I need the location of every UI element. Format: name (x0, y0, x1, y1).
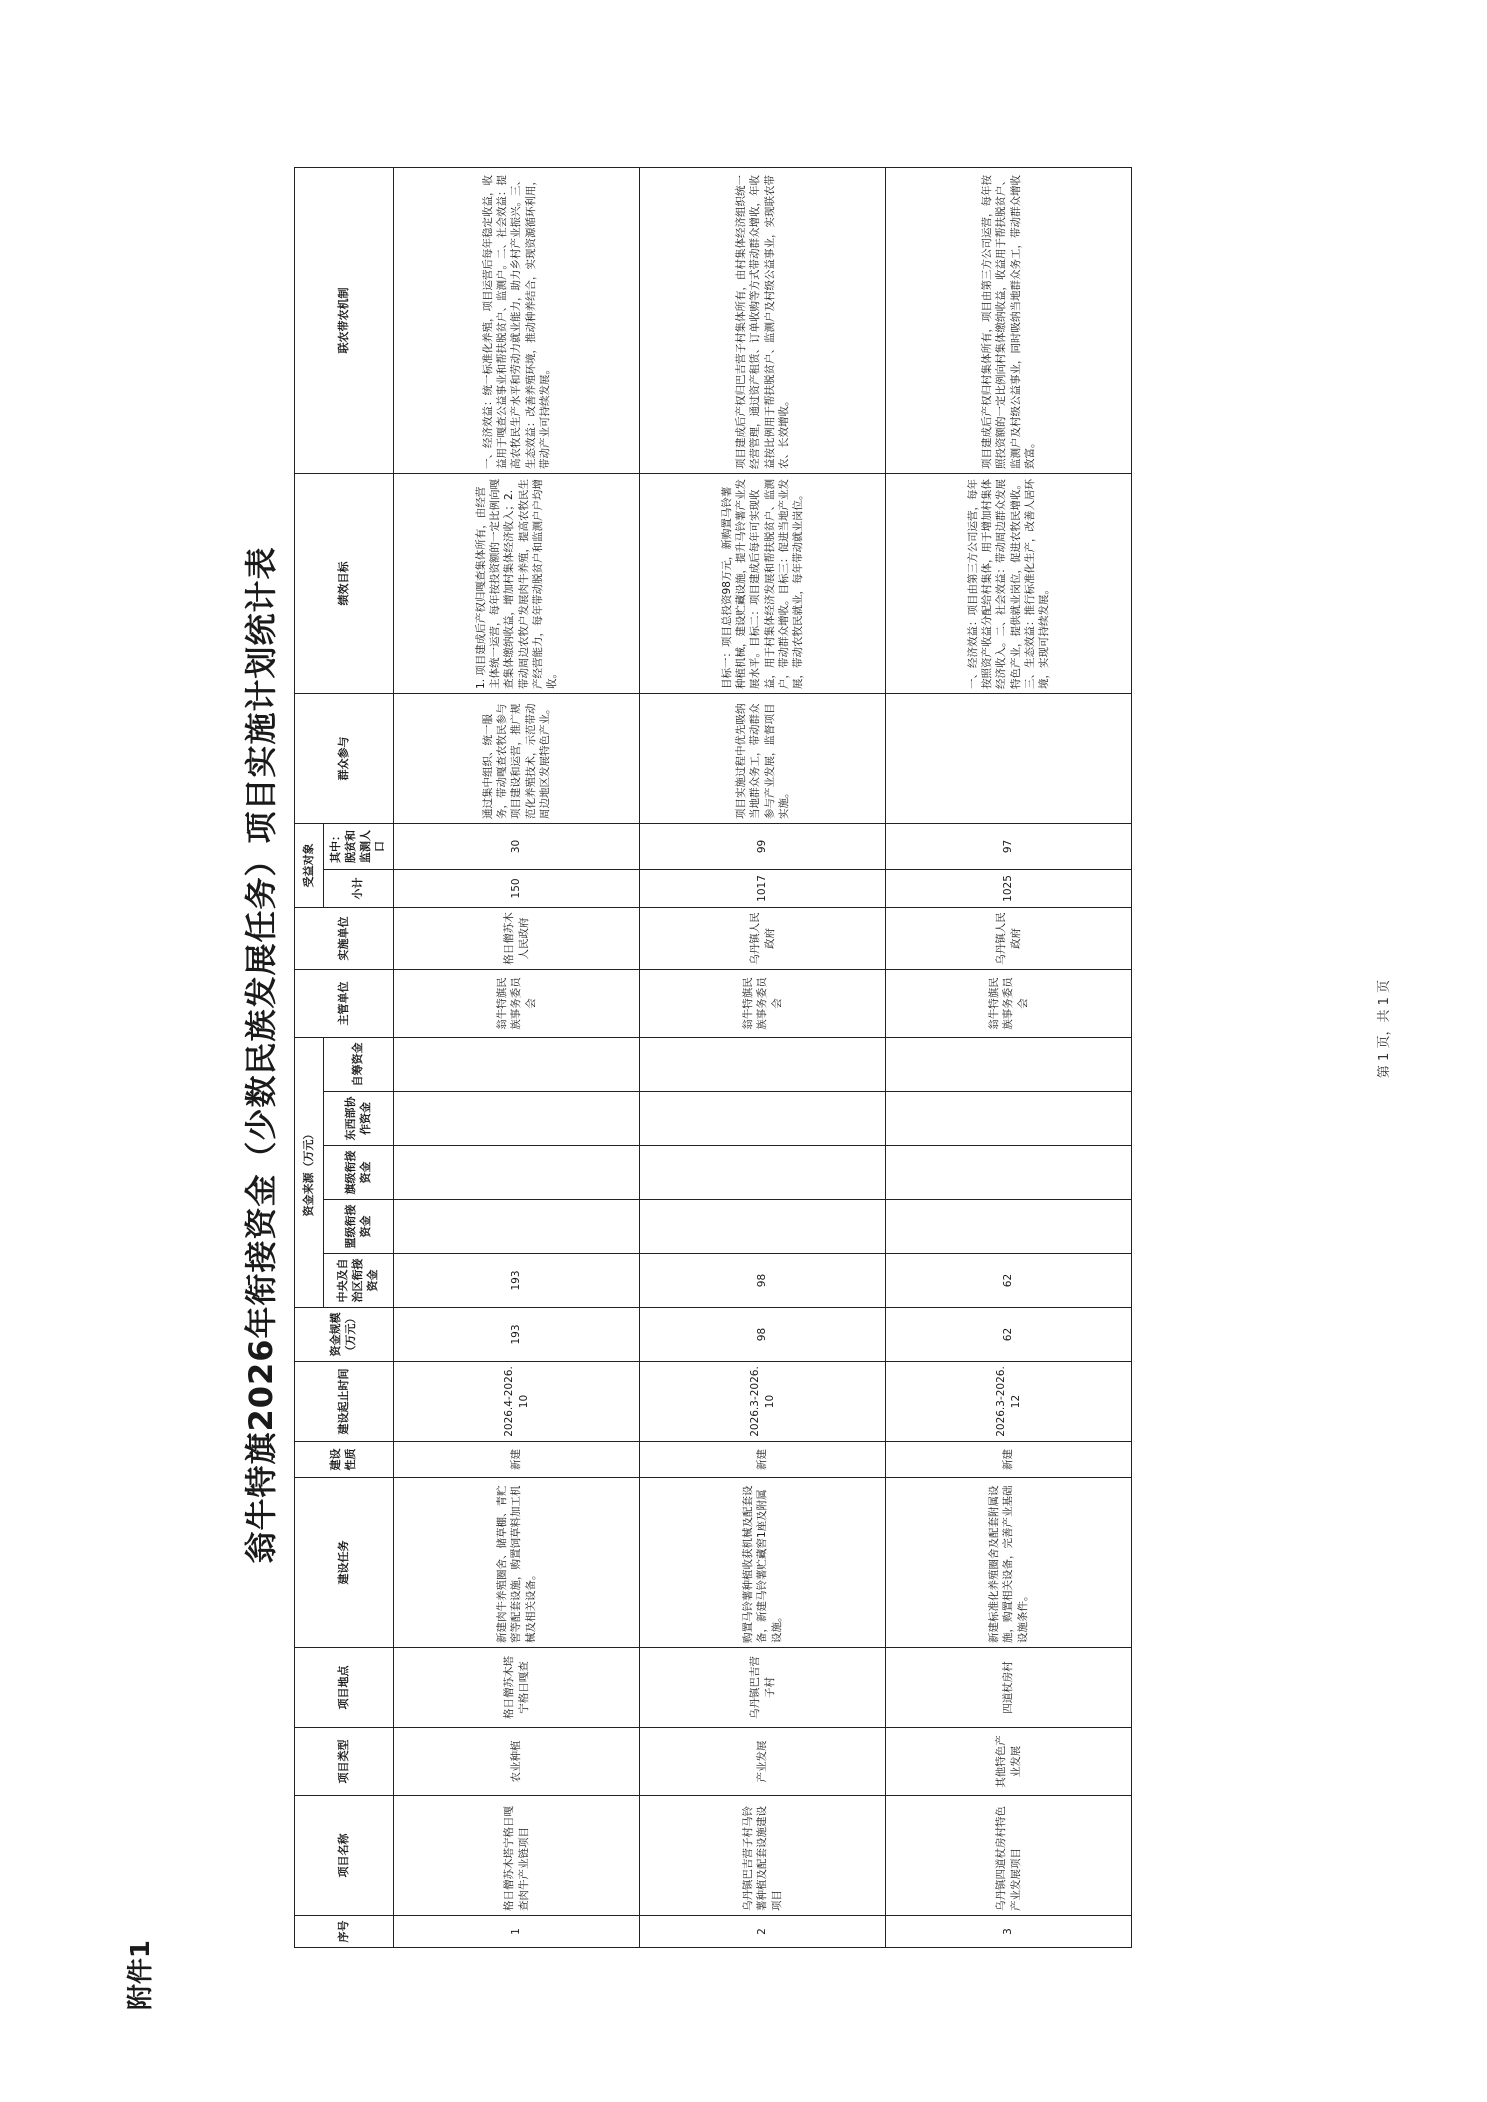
header-fund-central: 中央及自治区衔接资金 (324, 1254, 394, 1308)
cell-implementer: 乌丹镇人民政府 (886, 907, 1132, 969)
cell-participation (886, 693, 1132, 823)
cell-name: 乌丹镇四道杖房村特色产业发展项目 (886, 1796, 1132, 1916)
header-period: 建设起止时间 (295, 1362, 394, 1442)
cell-content: 购置马铃薯种植收获机械及配套设备，新建马铃薯贮藏窖1座及附属设施。 (640, 1478, 886, 1648)
header-name: 项目名称 (295, 1796, 394, 1916)
cell-implementer: 格日僧苏木人民政府 (394, 907, 640, 969)
cell-subtotal: 150 (394, 869, 640, 907)
cell-fund-self (886, 1037, 1132, 1091)
cell-subtotal: 1017 (640, 869, 886, 907)
cell-implementer: 乌丹镇人民政府 (640, 907, 886, 969)
cell-dept: 翁牛特旗民族事务委员会 (886, 969, 1132, 1037)
header-seq: 序号 (295, 1916, 394, 1948)
cell-dept: 翁牛特旗民族事务委员会 (394, 969, 640, 1037)
header-dept: 主管单位 (295, 969, 394, 1037)
cell-content: 新建肉牛养殖圈舍、储草棚、青贮窖等配套设施，购置饲草料加工机械及相关设备。 (394, 1478, 640, 1648)
cell-fund-cooperation (886, 1092, 1132, 1146)
cell-mechanism: 项目建成后产权归巴吉营子村集体所有，由村集体经济组织统一经营管理，通过资产租赁、订单收购等方式带动群众增收，年收益按比例用于帮扶脱贫户、监测户及村级公益事业，实现联农带农、长效增收。 (640, 167, 886, 473)
header-funds-group: 资金来源（万元） (295, 1037, 324, 1307)
cell-fund-banner (886, 1146, 1132, 1200)
cell-scale: 98 (640, 1308, 886, 1362)
cell-dept: 翁牛特旗民族事务委员会 (640, 969, 886, 1037)
attachment-label: 附件1 (126, 1940, 156, 2011)
cell-fund-central: 62 (886, 1254, 1132, 1308)
cell-fund-self (640, 1037, 886, 1091)
header-beneficiaries-group: 受益对象 (295, 823, 324, 907)
header-fund-self: 自筹资金 (324, 1037, 394, 1091)
cell-mechanism: 一、经济效益：统一标准化养殖，项目运营后每年稳定收益，收益用于嘎查公益事业和帮扶脱贫户、监测户。二、社会效益：提高农牧民生产水平和劳动力就业能力，助力乡村产业振兴。三、生态效益：改善养殖环境，推动种养结合，实现资源循环利用，带动产业可持续发展。 (394, 167, 640, 473)
header-mechanism: 联农带农机制 (295, 167, 394, 473)
cell-type: 产业发展 (640, 1728, 886, 1796)
cell-fund-self (394, 1037, 640, 1091)
cell-participation: 项目实施过程中优先吸纳当地群众务工，带动群众参与产业发展，监督项目实施。 (640, 693, 886, 823)
header-location: 项目地点 (295, 1648, 394, 1728)
cell-poverty: 99 (640, 823, 886, 869)
header-implementer: 实施单位 (295, 907, 394, 969)
cell-goal: 1. 项目建成后产权归嘎查集体所有，由经营主体统一运营，每年按投资额的一定比例向嘎查集体缴纳收益，增加村集体经济收入；2. 带动周边农牧户发展肉牛养殖，提高农牧民生产经营能力，每年带动脱贫户和监测户户均增收。 (394, 473, 640, 693)
cell-poverty: 97 (886, 823, 1132, 869)
cell-location: 乌丹镇巴吉营子村 (640, 1648, 886, 1728)
header-poverty: 其中：脱贫和监测人口 (324, 823, 394, 869)
cell-participation: 通过集中组织、统一服务，带动嘎查农牧民参与项目建设和运营，推广规范化养殖技术，示范带动周边地区发展特色产业。 (394, 693, 640, 823)
cell-type: 农业种植 (394, 1728, 640, 1796)
cell-fund-cooperation (640, 1092, 886, 1146)
header-content: 建设任务 (295, 1478, 394, 1648)
cell-fund-league (640, 1200, 886, 1254)
cell-nature: 新建 (640, 1442, 886, 1478)
table-row (640, 167, 886, 1947)
header-subtotal: 小计 (324, 869, 394, 907)
cell-fund-banner (394, 1146, 640, 1200)
page-footer: 第 1 页，共 1 页 (1377, 980, 1392, 1079)
table-row (886, 167, 1132, 1947)
header-row (295, 167, 324, 1947)
table-row (394, 167, 640, 1947)
cell-nature: 新建 (886, 1442, 1132, 1478)
cell-location: 四道杖房村 (886, 1648, 1132, 1728)
header-fund-cooperation: 东西部协作资金 (324, 1092, 394, 1146)
cell-name: 乌丹镇巴吉营子村马铃薯种植及配套设施建设项目 (640, 1796, 886, 1916)
header-fund-league: 盟级衔接资金 (324, 1200, 394, 1254)
cell-subtotal: 1025 (886, 869, 1132, 907)
header-fund-banner: 旗级衔接资金 (324, 1146, 394, 1200)
cell-nature: 新建 (394, 1442, 640, 1478)
cell-fund-central: 193 (394, 1254, 640, 1308)
cell-fund-central: 98 (640, 1254, 886, 1308)
cell-period: 2026.4-2026.10 (394, 1362, 640, 1442)
plan-table-wrapper (294, 168, 1132, 1948)
cell-fund-cooperation (394, 1092, 640, 1146)
cell-period: 2026.3-2026.12 (886, 1362, 1132, 1442)
cell-seq: 1 (394, 1916, 640, 1948)
cell-name: 格日僧苏木塔宁格日嘎查肉牛产业链项目 (394, 1796, 640, 1916)
cell-fund-banner (640, 1146, 886, 1200)
cell-fund-league (394, 1200, 640, 1254)
cell-content: 新建标准化养殖圈舍及配套附属设施，购置相关设备，完善产业基础设施条件。 (886, 1478, 1132, 1648)
cell-poverty: 30 (394, 823, 640, 869)
cell-type: 其他特色产业发展 (886, 1728, 1132, 1796)
plan-table (294, 167, 1132, 1948)
header-scale: 资金规模（万元） (295, 1308, 394, 1362)
header-nature: 建设性质 (295, 1442, 394, 1478)
cell-period: 2026.3-2026.10 (640, 1362, 886, 1442)
cell-mechanism: 项目建成后产权归村集体所有，项目由第三方公司运营，每年按照投资额的一定比例向村集体缴纳收益，收益用于帮扶脱贫户、监测户及村级公益事业，同时吸纳当地群众务工，带动群众增收致富。 (886, 167, 1132, 473)
header-participation: 群众参与 (295, 693, 394, 823)
page-title: 翁牛特旗2026年衔接资金（少数民族发展任务）项目实施计划统计表 (242, 546, 280, 1564)
cell-location: 格日僧苏木塔宁格日嘎查 (394, 1648, 640, 1728)
cell-scale: 62 (886, 1308, 1132, 1362)
cell-scale: 193 (394, 1308, 640, 1362)
cell-seq: 2 (640, 1916, 886, 1948)
cell-seq: 3 (886, 1916, 1132, 1948)
cell-fund-league (886, 1200, 1132, 1254)
cell-goal: 一、经济效益：项目由第三方公司运营，每年按照资产收益分配给村集体，用于增加村集体经济收入。二、社会效益：带动周边群众发展特色产业，提供就业岗位，促进农牧民增收。三、生态效益：推行标准化生产，改善人居环境，实现可持续发展。 (886, 473, 1132, 693)
header-goal: 绩效目标 (295, 473, 394, 693)
header-type: 项目类型 (295, 1728, 394, 1796)
cell-goal: 目标一：项目总投资98万元，新购置马铃薯种植机械，建设贮藏设施，提升马铃薯产业发展水平。目标二：项目建成后每年可实现收益，用于村集体经济发展和帮扶脱贫户、监测户，带动群众增收。目标三：促进当地产业发展，带动农牧民就业，每年带动就业岗位。 (640, 473, 886, 693)
